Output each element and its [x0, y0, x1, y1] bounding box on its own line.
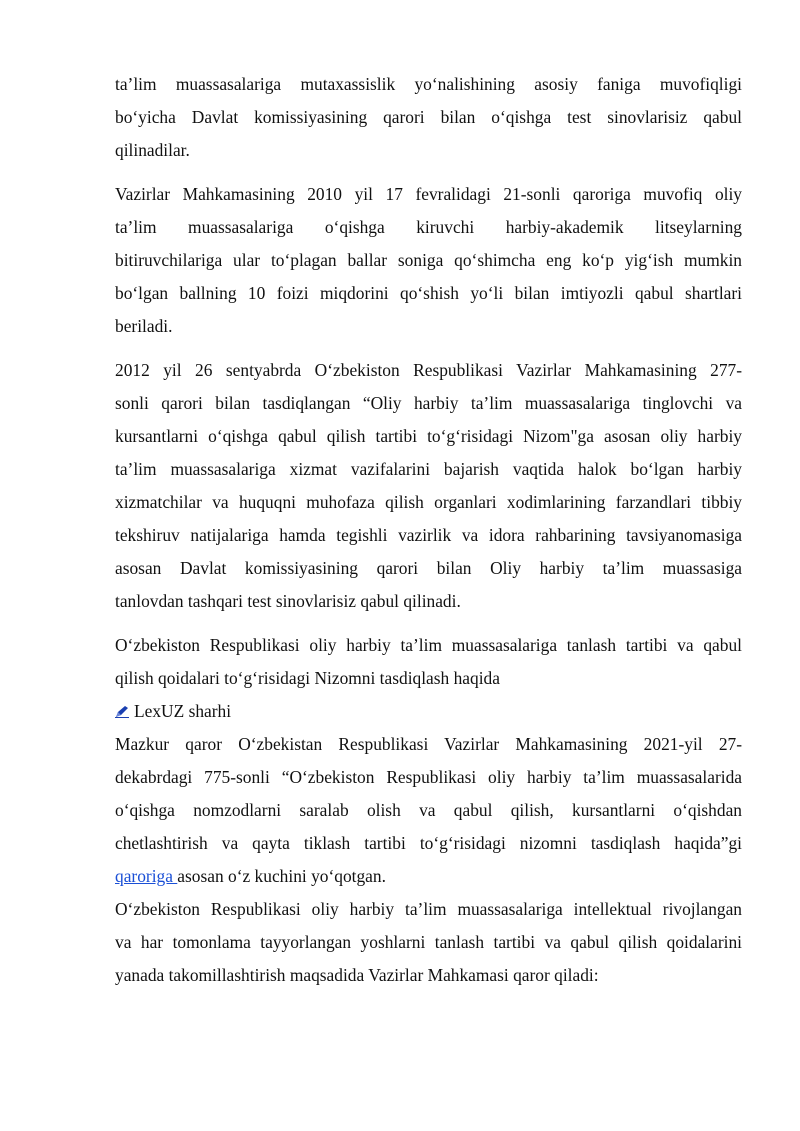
text-line: o‘qishga nomzodlarni saralab olish va qabul qilish, kursantlarni o‘qishdan — [115, 800, 742, 820]
paragraph-6 — [115, 893, 742, 992]
text-line — [115, 860, 742, 893]
text-line: Mazkur qaror O‘zbekistan Respublikasi Vazirlar Mahkamasining 2021-yil 27- — [115, 734, 742, 754]
qaroriga-link[interactable]: qaroriga — [115, 866, 178, 886]
document-page — [115, 68, 742, 992]
text-line: O‘zbekiston Respublikasi oliy harbiy ta’lim muassasalariga tanlash tartibi va qabul — [115, 635, 742, 655]
text-line: qilish qoidalari to‘g‘risidagi Nizomni tasdiqlash haqida — [115, 668, 500, 688]
text-line: xizmatchilar va huquqni muhofaza qilish organlari xodimlarining farzandlari tibbiy — [115, 492, 742, 512]
text-line: kursantlarni o‘qishga qabul qilish tartibi to‘g‘risidagi Nizom"ga asosan oliy harbiy — [115, 426, 742, 446]
text-line: asosan Davlat komissiyasining qarori bilan Oliy harbiy ta’lim muassasiga — [115, 558, 742, 578]
text-line: 2012 yil 26 sentyabrda O‘zbekiston Respublikasi Vazirlar Mahkamasining 277- — [115, 360, 742, 380]
text-line: bitiruvchilariga ular to‘plagan ballar soniga qo‘shimcha eng ko‘p yig‘ish mumkin — [115, 250, 742, 270]
text-line: bo‘lgan ballning 10 foizi miqdorini qo‘shish yo‘li bilan imtiyozli qabul shartlari — [115, 283, 742, 303]
text-line: ta’lim muassasalariga mutaxassislik yo‘nalishining asosiy faniga muvofiqligi — [115, 74, 742, 94]
text-line: dekabrdagi 775-sonli “O‘zbekiston Respublikasi oliy harbiy ta’lim muassasalarida — [115, 767, 742, 787]
paragraph-5 — [115, 728, 742, 893]
text-line: va har tomonlama tayyorlangan yoshlarni tanlash tartibi va qabul qilish qoidalarini — [115, 932, 742, 952]
paragraph-4-heading — [115, 629, 742, 695]
paragraph-1 — [115, 68, 742, 167]
text-line: beriladi. — [115, 316, 173, 336]
text-fragment: asosan o‘z kuchini yo‘qotgan. — [177, 866, 386, 886]
paragraph-2 — [115, 178, 742, 343]
text-line: ta’lim muassasalariga xizmat vazifalarini bajarish vaqtida halok bo‘lgan harbiy — [115, 459, 742, 479]
text-line: ta’lim muassasalariga o‘qishga kiruvchi harbiy-akademik litseylarning — [115, 217, 742, 237]
text-line: O‘zbekiston Respublikasi oliy harbiy ta’lim muassasalariga intellektual rivojlangan — [115, 899, 742, 919]
text-line: bo‘yicha Davlat komissiyasining qarori bilan o‘qishga test sinovlarisiz qabul — [115, 107, 742, 127]
text-line: sonli qarori bilan tasdiqlangan “Oliy harbiy ta’lim muassasalariga tinglovchi va — [115, 393, 742, 413]
text-line: qilinadilar. — [115, 140, 190, 160]
lexuz-label: LexUZ sharhi — [134, 701, 232, 721]
paragraph-3 — [115, 354, 742, 618]
text-line: chetlashtirish va qayta tiklash tartibi to‘g‘risidagi nizomni tasdiqlash haqida”gi — [115, 833, 742, 853]
text-line: tanlovdan tashqari test sinovlarisiz qabul qilinadi. — [115, 591, 461, 611]
text-line: yanada takomillashtirish maqsadida Vazirlar Mahkamasi qaror qiladi: — [115, 965, 599, 985]
text-line: tekshiruv natijalariga hamda tegishli vazirlik va idora rahbarining tavsiyanomasiga — [115, 525, 742, 545]
pencil-icon — [115, 696, 130, 709]
lexuz-note[interactable] — [115, 695, 742, 728]
text-line: Vazirlar Mahkamasining 2010 yil 17 fevralidagi 21-sonli qaroriga muvofiq oliy — [115, 184, 742, 204]
